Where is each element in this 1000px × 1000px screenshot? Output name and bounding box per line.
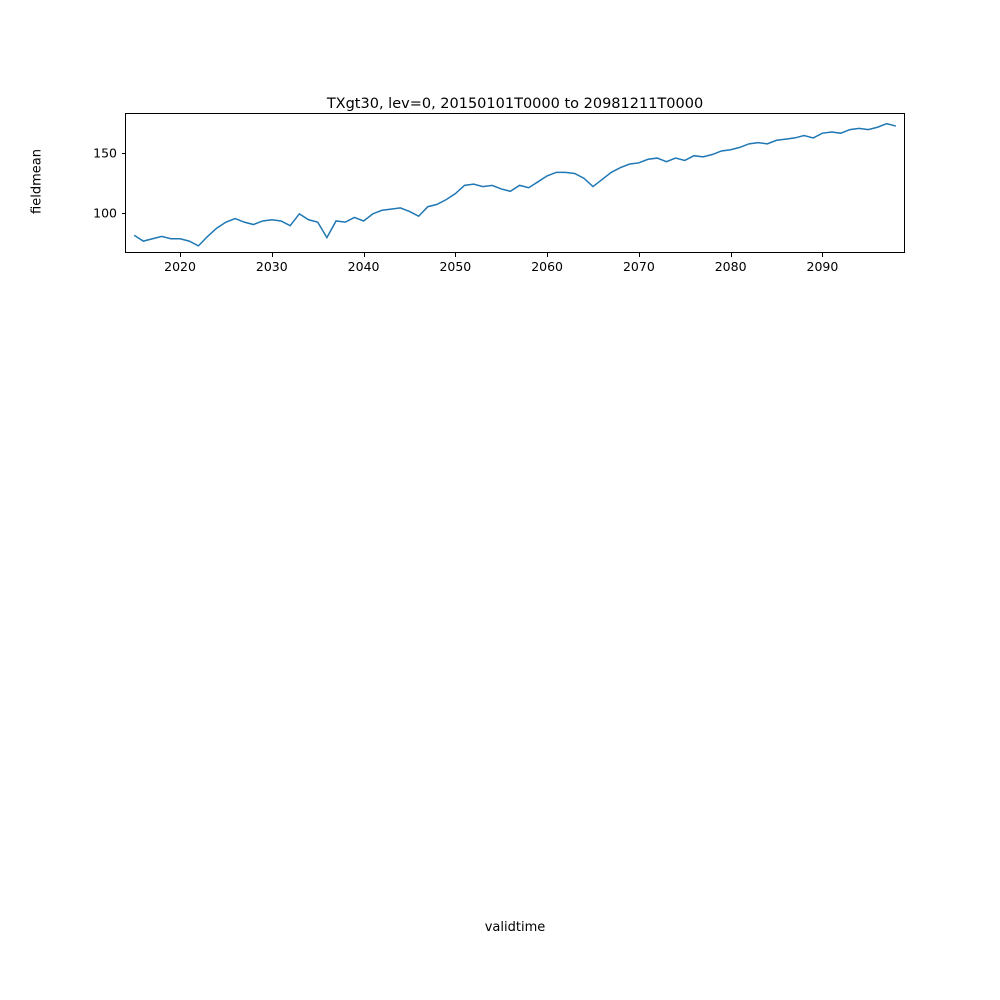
x-tick-mark	[547, 253, 548, 257]
data-line-layer	[125, 113, 905, 253]
y-tick-mark	[122, 153, 126, 154]
x-tick-label: 2050	[439, 259, 472, 274]
subplot-fieldmean	[29, 113, 905, 274]
x-tick-label: 2060	[531, 259, 564, 274]
x-tick-label: 2030	[255, 259, 288, 274]
x-tick-label: 2070	[622, 259, 655, 274]
y-tick-label: 100	[93, 205, 117, 221]
y-tick-mark	[122, 213, 126, 214]
x-axis-label: validtime	[484, 920, 546, 935]
x-tick-label: 2020	[164, 259, 196, 274]
x-tick-mark	[364, 253, 365, 257]
y-axis-label-fieldmean: fieldmean	[29, 149, 45, 214]
x-tick-mark	[180, 253, 181, 257]
x-tick-mark	[272, 253, 273, 257]
x-tick-label: 2040	[347, 259, 380, 274]
x-tick-label: 2090	[806, 259, 839, 274]
x-tick-mark	[639, 253, 640, 257]
x-tick-label: 2080	[714, 259, 747, 274]
chart-title: TXgt30, lev=0, 20150101T0000 to 20981211T0000	[326, 96, 704, 112]
series-line	[134, 124, 896, 246]
x-tick-mark	[822, 253, 823, 257]
x-tick-mark	[731, 253, 732, 257]
x-tick-mark	[455, 253, 456, 257]
y-tick-label: 150	[93, 145, 117, 161]
